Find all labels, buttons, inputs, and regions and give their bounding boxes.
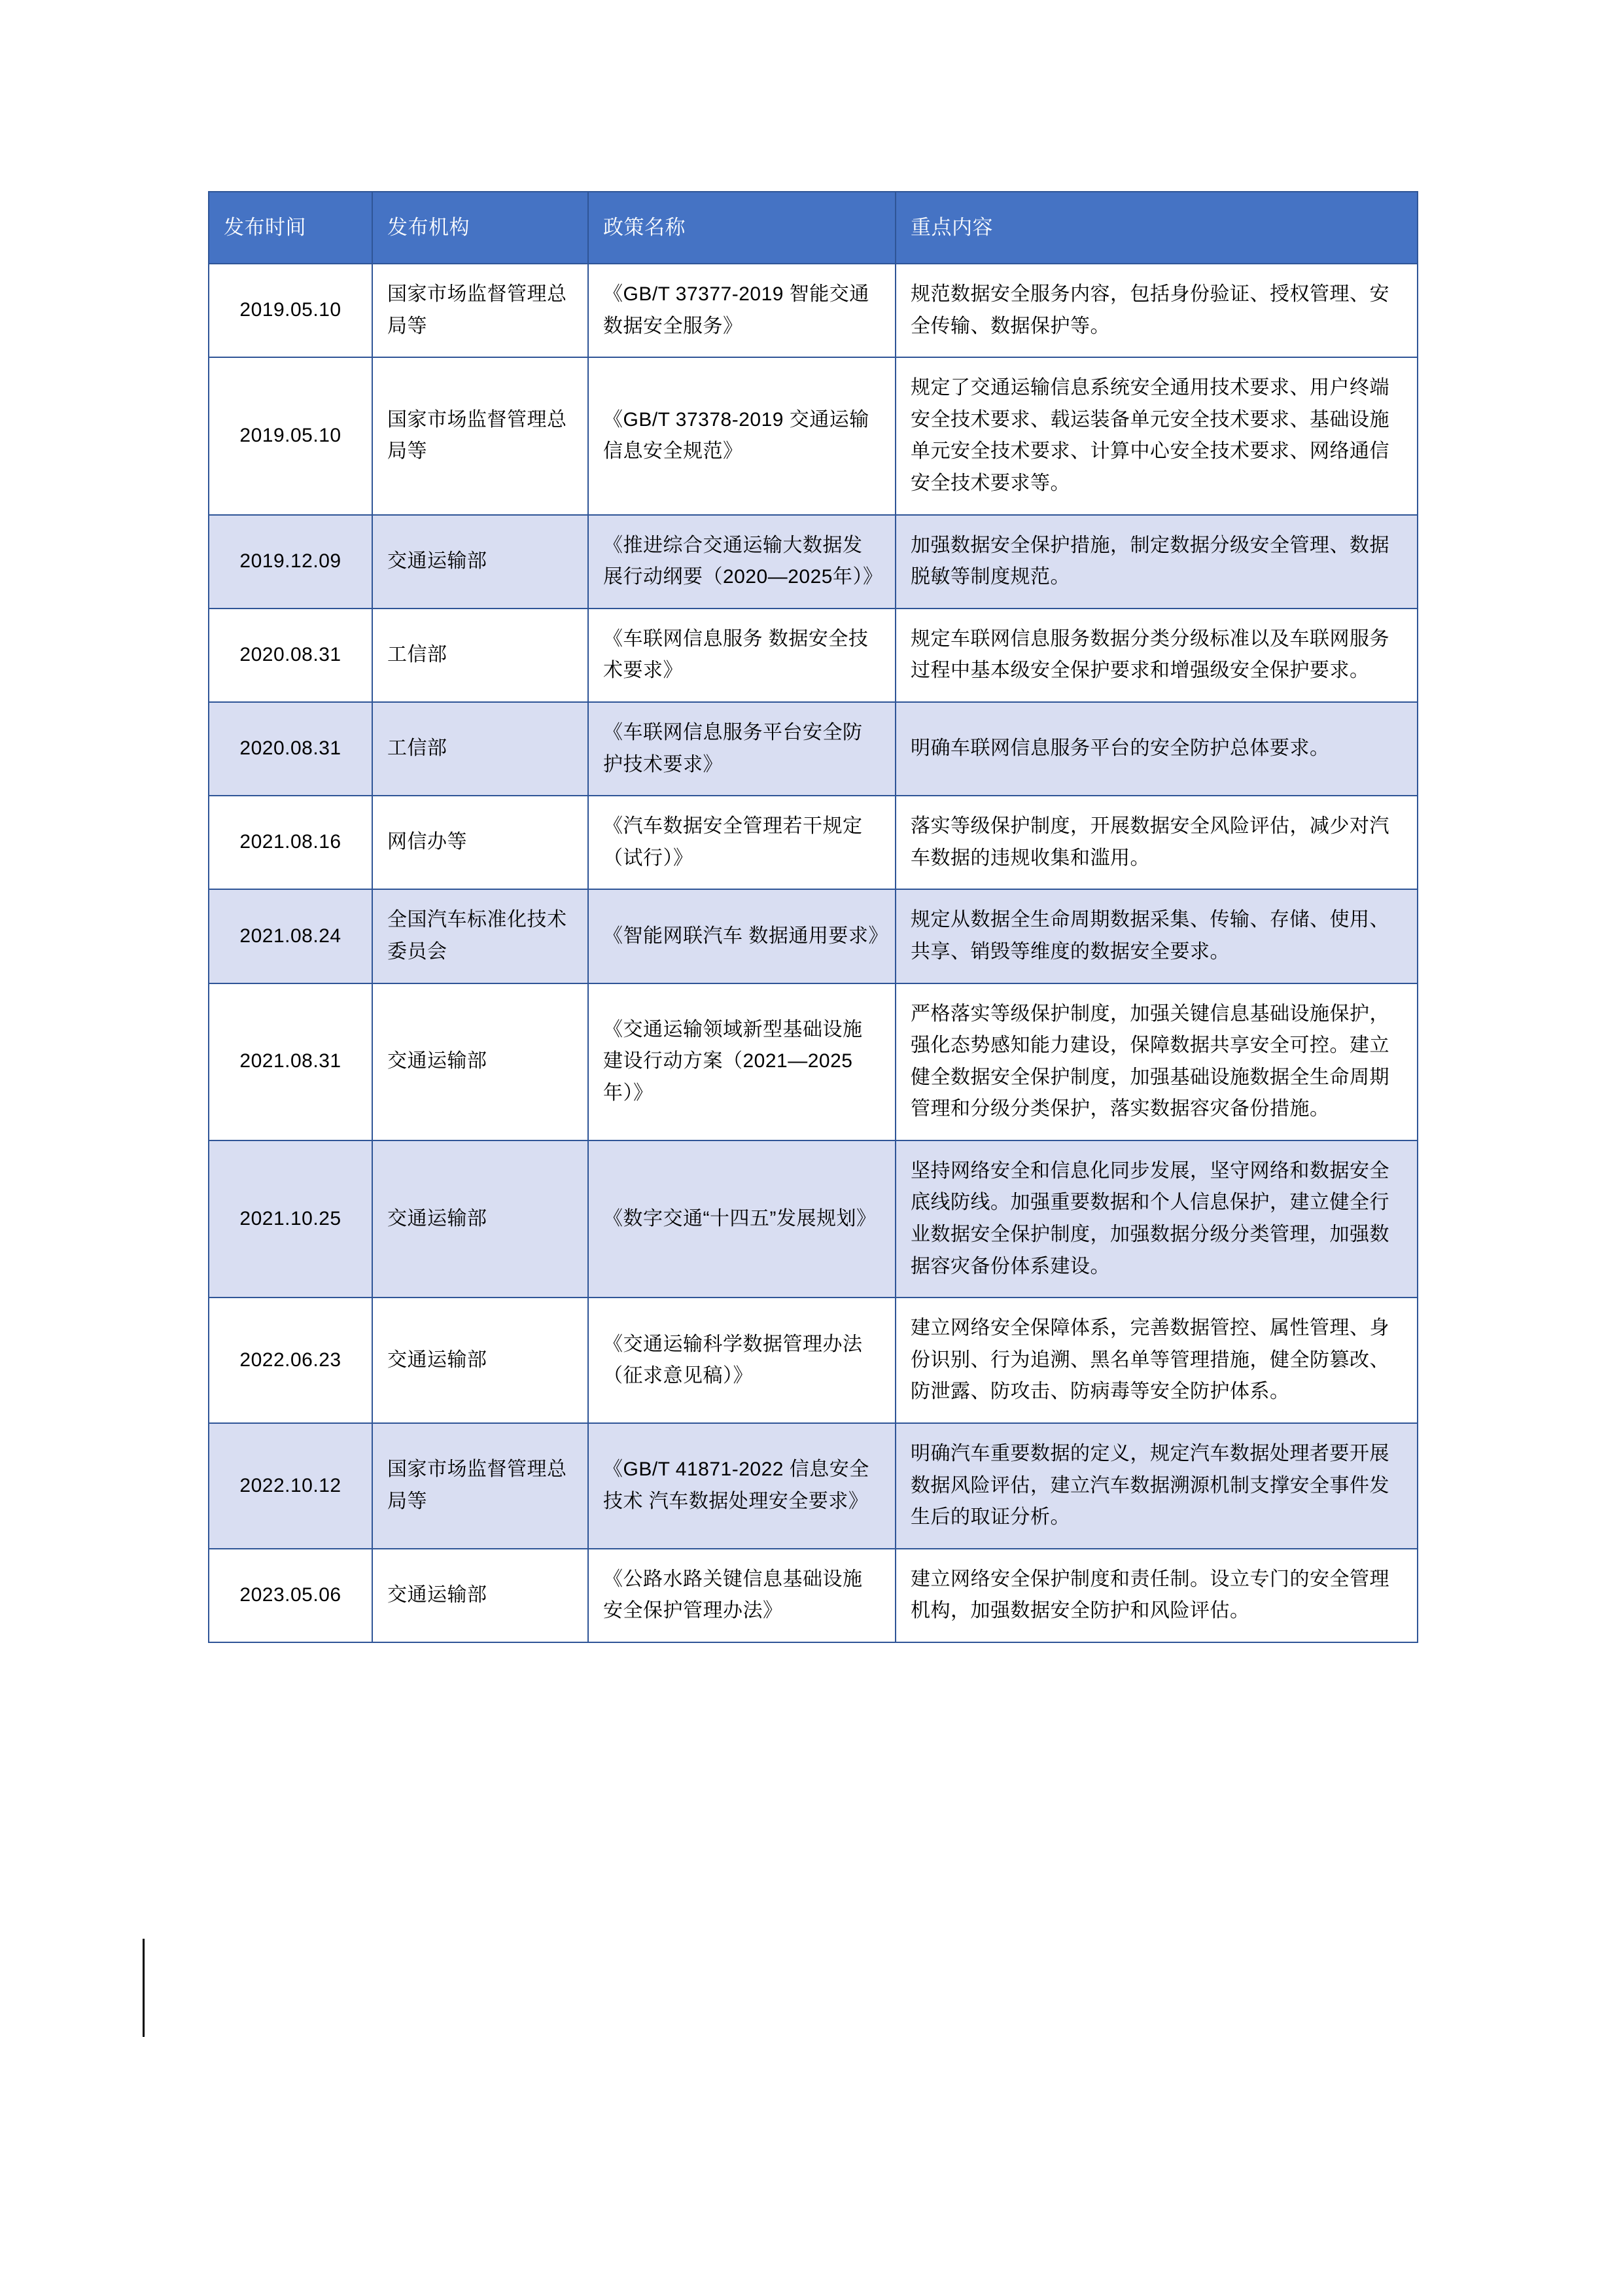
cell-policy-name: 《GB/T 41871-2022 信息安全技术 汽车数据处理安全要求》 [588, 1423, 896, 1549]
cell-publish-date: 2022.06.23 [209, 1298, 372, 1423]
cell-publish-org: 网信办等 [372, 796, 588, 889]
cell-policy-name: 《推进综合交通运输大数据发展行动纲要（2020—2025年）》 [588, 515, 896, 609]
cell-publish-org: 全国汽车标准化技术委员会 [372, 889, 588, 983]
cell-policy-name: 《车联网信息服务平台安全防护技术要求》 [588, 702, 896, 796]
cell-publish-date: 2021.08.16 [209, 796, 372, 889]
cell-policy-name: 《公路水路关键信息基础设施安全保护管理办法》 [588, 1549, 896, 1642]
table-row [209, 1298, 1418, 1423]
cell-publish-date: 2019.05.10 [209, 357, 372, 514]
cell-key-content: 明确车联网信息服务平台的安全防护总体要求。 [896, 702, 1418, 796]
cell-policy-name: 《GB/T 37377-2019 智能交通 数据安全服务》 [588, 264, 896, 357]
cell-publish-date: 2020.08.31 [209, 609, 372, 702]
cell-key-content: 规定车联网信息服务数据分类分级标准以及车联网服务过程中基本级安全保护要求和增强级安全保护要求。 [896, 609, 1418, 702]
cell-publish-org: 工信部 [372, 702, 588, 796]
cell-publish-org: 国家市场监督管理总局等 [372, 264, 588, 357]
cell-publish-date: 2021.08.24 [209, 889, 372, 983]
cell-publish-date: 2023.05.06 [209, 1549, 372, 1642]
cell-publish-org: 交通运输部 [372, 1298, 588, 1423]
cell-policy-name: 《GB/T 37378-2019 交通运输 信息安全规范》 [588, 357, 896, 514]
table-row [209, 264, 1418, 357]
cell-publish-date: 2021.10.25 [209, 1140, 372, 1298]
table-row [209, 983, 1418, 1140]
cell-publish-org: 国家市场监督管理总局等 [372, 1423, 588, 1549]
cell-key-content: 规定从数据全生命周期数据采集、传输、存储、使用、共享、销毁等维度的数据安全要求。 [896, 889, 1418, 983]
table-row [209, 702, 1418, 796]
cell-publish-date: 2019.12.09 [209, 515, 372, 609]
table-row [209, 1140, 1418, 1298]
cell-key-content: 建立网络安全保护制度和责任制。设立专门的安全管理机构，加强数据安全防护和风险评估。 [896, 1549, 1418, 1642]
table-row [209, 796, 1418, 889]
policy-table-wrapper [208, 191, 1417, 1643]
cell-key-content: 规范数据安全服务内容，包括身份验证、授权管理、安全传输、数据保护等。 [896, 264, 1418, 357]
column-header-policy-name: 政策名称 [588, 192, 896, 264]
column-header-key-content: 重点内容 [896, 192, 1418, 264]
cell-publish-org: 国家市场监督管理总局等 [372, 357, 588, 514]
table-row [209, 889, 1418, 983]
cell-publish-date: 2022.10.12 [209, 1423, 372, 1549]
cell-policy-name: 《智能网联汽车 数据通用要求》 [588, 889, 896, 983]
cell-policy-name: 《交通运输领域新型基础设施建设行动方案（2021—2025年）》 [588, 983, 896, 1140]
page-margin-mark [143, 1939, 145, 2037]
table-body [209, 264, 1418, 1642]
cell-policy-name: 《汽车数据安全管理若干规定（试行）》 [588, 796, 896, 889]
table-row [209, 515, 1418, 609]
cell-key-content: 坚持网络安全和信息化同步发展，坚守网络和数据安全底线防线。加强重要数据和个人信息保护，建立健全行业数据安全保护制度，加强数据分级分类管理，加强数据容灾备份体系建设。 [896, 1140, 1418, 1298]
cell-publish-org: 工信部 [372, 609, 588, 702]
cell-policy-name: 《数字交通“十四五”发展规划》 [588, 1140, 896, 1298]
cell-publish-date: 2021.08.31 [209, 983, 372, 1140]
cell-publish-date: 2019.05.10 [209, 264, 372, 357]
table-row [209, 357, 1418, 514]
cell-policy-name: 《车联网信息服务 数据安全技术要求》 [588, 609, 896, 702]
cell-publish-org: 交通运输部 [372, 1549, 588, 1642]
cell-key-content: 规定了交通运输信息系统安全通用技术要求、用户终端安全技术要求、载运装备单元安全技术要求、基础设施单元安全技术要求、计算中心安全技术要求、网络通信安全技术要求等。 [896, 357, 1418, 514]
policy-table [208, 191, 1418, 1643]
cell-key-content: 明确汽车重要数据的定义，规定汽车数据处理者要开展数据风险评估，建立汽车数据溯源机制支撑安全事件发生后的取证分析。 [896, 1423, 1418, 1549]
column-header-publish-date: 发布时间 [209, 192, 372, 264]
cell-key-content: 严格落实等级保护制度，加强关键信息基础设施保护，强化态势感知能力建设，保障数据共享安全可控。建立健全数据安全保护制度，加强基础设施数据全生命周期管理和分级分类保护，落实数据容灾备份措施。 [896, 983, 1418, 1140]
table-header-row [209, 192, 1418, 264]
table-row [209, 1423, 1418, 1549]
cell-publish-date: 2020.08.31 [209, 702, 372, 796]
table-row [209, 609, 1418, 702]
table-header [209, 192, 1418, 264]
cell-publish-org: 交通运输部 [372, 515, 588, 609]
cell-key-content: 落实等级保护制度，开展数据安全风险评估，减少对汽车数据的违规收集和滥用。 [896, 796, 1418, 889]
cell-policy-name: 《交通运输科学数据管理办法（征求意见稿）》 [588, 1298, 896, 1423]
cell-key-content: 加强数据安全保护措施，制定数据分级安全管理、数据脱敏等制度规范。 [896, 515, 1418, 609]
cell-publish-org: 交通运输部 [372, 1140, 588, 1298]
column-header-publish-org: 发布机构 [372, 192, 588, 264]
cell-key-content: 建立网络安全保障体系，完善数据管控、属性管理、身份识别、行为追溯、黑名单等管理措施，健全防篡改、防泄露、防攻击、防病毒等安全防护体系。 [896, 1298, 1418, 1423]
cell-publish-org: 交通运输部 [372, 983, 588, 1140]
table-row [209, 1549, 1418, 1642]
